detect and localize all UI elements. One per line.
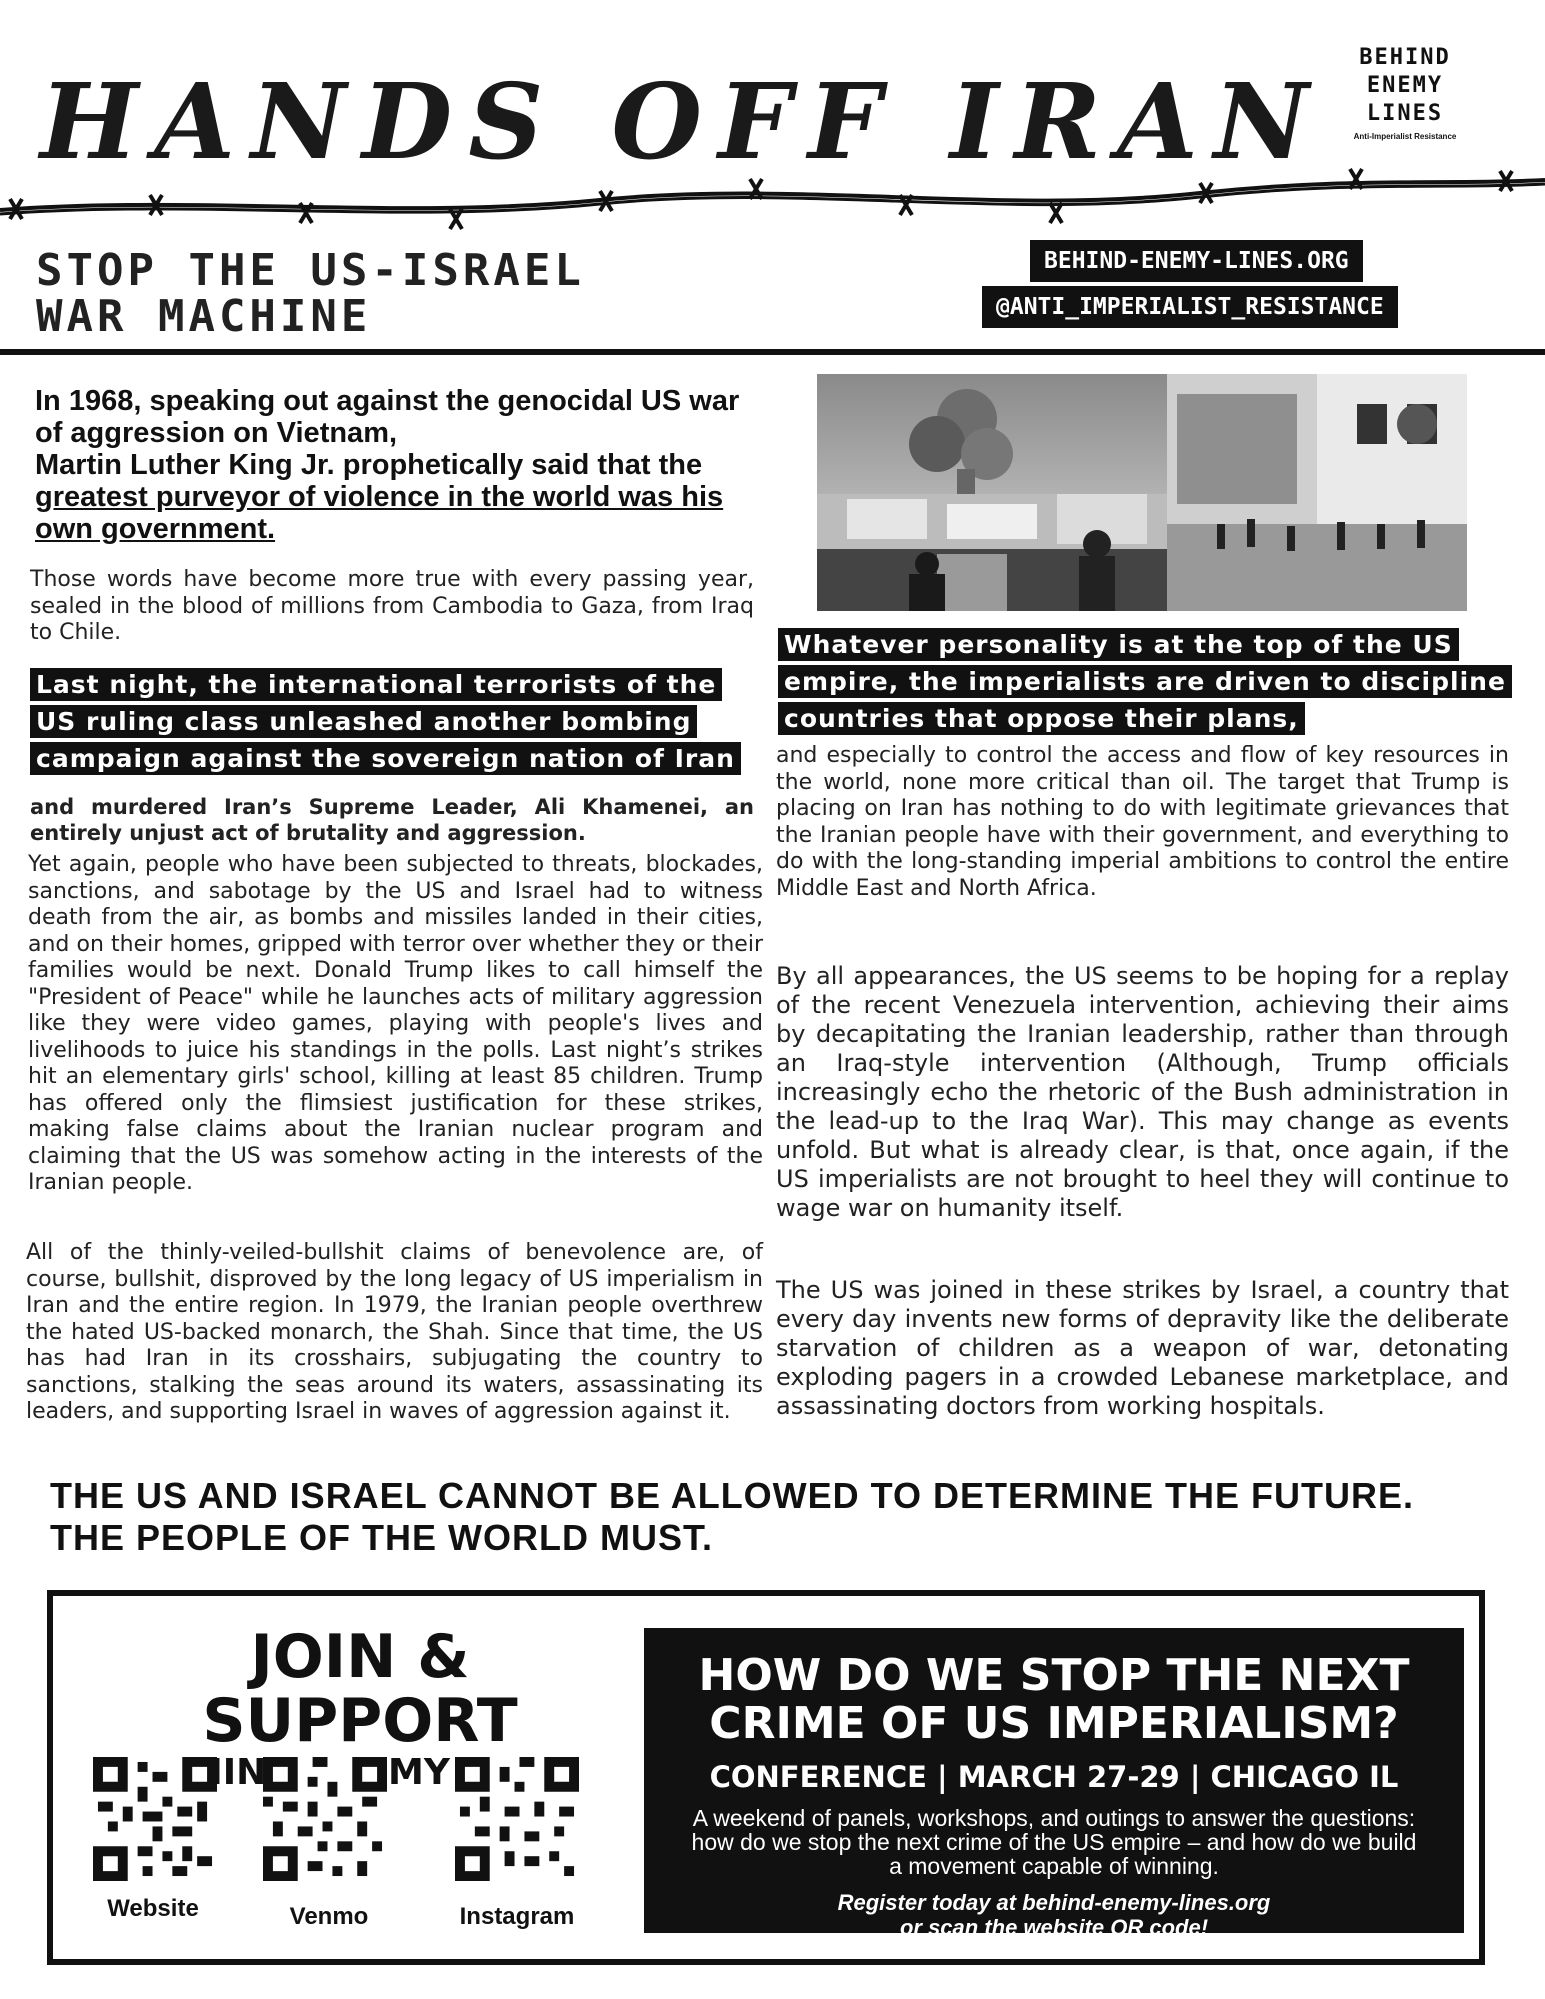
venmo-qr-code-icon[interactable] — [263, 1757, 387, 1881]
qr-label: Website — [107, 1895, 199, 1922]
logo-line: BEHIND — [1359, 45, 1451, 70]
paragraph: Yet again, people who have been subjected to threats, blockades, sanctions, and sabotage by the US and Israel had to witness death from the air, as bombs and missiles landed in their cities, and on their homes, gripped with terror over whether they or their families would be next. Donald Trump likes to call himself the "President of Peace" while he launches acts of military aggression like they were video games, playing with people's lives and livelihoods to juice his standings in the polls. Last night’s strikes hit an elementary girls' school, killing at least 85 children. Trump has offered only the flimsiest justification for these strikes, making false claims about the Iranian nuclear program and claiming that the US was somehow acting in the interests of the Iranian people. — [28, 852, 763, 1195]
conference-title — [644, 1652, 1464, 1748]
paragraph: The US was joined in these strikes by Israel, a country that every day invents new forms of depravity like the deliberate starvation of children as a weapon of war, detonating exploding pagers in a crowded Lebanese marketplace, and assassinating doctors from working hospitals. — [776, 1276, 1509, 1420]
highlight-text: Last night, the international terrorists of the US ruling class unleashed another bombing campaign against the sovereign nation of Iran — [30, 668, 741, 775]
paragraph: Those words have become more true with every passing year, sealed in the blood of millions from Cambodia to Gaza, from Iraq to Chile. — [30, 567, 754, 645]
conference-title-line: CRIME OF US IMPERIALISM? — [709, 1698, 1399, 1749]
subtitle — [36, 245, 585, 342]
closing-line: THE PEOPLE OF THE WORLD MUST. — [50, 1517, 714, 1558]
register-line: Register today at behind-enemy-lines.org — [837, 1890, 1271, 1915]
subtitle-line: WAR MACHINE — [36, 291, 372, 342]
join-subtitle: BEHIND — [140, 1752, 297, 1793]
paragraph-bold: and murdered Iran’s Supreme Leader, Ali Khamenei, an entirely unjust act of brutality and aggression. — [30, 795, 754, 845]
lede-text: In 1968, speaking out against the genocidal US war of aggression on Vietnam, — [35, 385, 740, 449]
subtitle-line: STOP THE US-ISRAEL — [36, 245, 585, 296]
logo-subtitle: Anti-Imperialist Resistance — [1353, 132, 1457, 141]
header-divider — [0, 349, 1545, 355]
register-callout — [644, 1890, 1464, 1940]
closing-line: THE US AND ISRAEL CANNOT BE ALLOWED TO DETERMINE THE FUTURE. — [50, 1475, 1415, 1516]
highlight-block — [778, 626, 1508, 737]
social-handle-tag: @ANTI_IMPERIALIST_RESISTANCE — [982, 286, 1398, 328]
paragraph: All of the thinly-veiled-bullshit claims of benevolence are, of course, bullshit, disproved by the long legacy of US imperialism in Iran and the entire region. In 1979, the Iranian people overthrew the hated US-backed monarch, the Shah. Since that time, the US has had Iran in its crosshairs, subjugating the country to sanctions, stalking the seas around its waters, assassinating its leaders, and supporting Israel in waves of aggression against it. — [26, 1240, 763, 1424]
instagram-qr-code-icon[interactable] — [455, 1757, 579, 1881]
website-qr-code-icon[interactable] — [93, 1757, 217, 1881]
highlight-text: Whatever personality is at the top of the US empire, the imperialists are driven to discipline countries that oppose their plans, — [778, 628, 1512, 735]
bombing-aftermath-photo — [817, 374, 1467, 611]
logo-line: ENEMY — [1366, 73, 1444, 98]
logo-line: LINES — [1366, 101, 1444, 126]
lede-text: Martin Luther King Jr. prophetically said that the — [35, 449, 703, 481]
barbed-wire-divider — [0, 165, 1545, 235]
qr-label: Instagram — [459, 1903, 575, 1930]
lede-underlined-quote: greatest purveyor of violence in the world was his own government. — [35, 481, 724, 545]
conference-description: A weekend of panels, workshops, and outings to answer the questions: how do we stop the next crime of the US empire – and how do we build a movement capable of winning. — [691, 1805, 1417, 1879]
lede — [35, 385, 757, 545]
paragraph: and especially to control the access and flow of key resources in the world, none more critical than oil. The target that Trump is placing on Iran has nothing to do with legitimate grievances that the Iranian people have with their government, and everything to do with the long-standing imperial ambitions to control the entire Middle East and North Africa. — [776, 743, 1509, 901]
conference-panel — [644, 1628, 1464, 1940]
conference-title-line: HOW DO WE STOP THE NEXT — [698, 1650, 1410, 1701]
join-title: JOIN & SUPPORT — [202, 1622, 518, 1756]
register-line: or scan the website QR code! — [899, 1915, 1209, 1940]
closing-statement — [50, 1475, 1414, 1559]
page-title: HANDS OFF IRAN — [40, 60, 1325, 183]
highlight-block — [30, 666, 764, 777]
conference-details: CONFERENCE | MARCH 27-29 | CHICAGO IL — [709, 1760, 1399, 1794]
paragraph: By all appearances, the US seems to be hoping for a replay of the recent Venezuela intervention, achieving their aims by decapitating the Iranian leadership, rather than through an Iraq-style intervention (Although, Trump officials increasingly echo the rhetoric of the Bush administration in the lead-up to the Iraq War). This may change as events unfold. But what is already clear, is that, once again, if the US imperialists are not brought to heel they will continue to wage war on humanity itself. — [776, 962, 1509, 1222]
qr-label: Venmo — [289, 1903, 369, 1930]
website-tag: BEHIND-ENEMY-LINES.ORG — [1030, 240, 1363, 282]
behind-enemy-lines-logo — [1340, 44, 1470, 141]
